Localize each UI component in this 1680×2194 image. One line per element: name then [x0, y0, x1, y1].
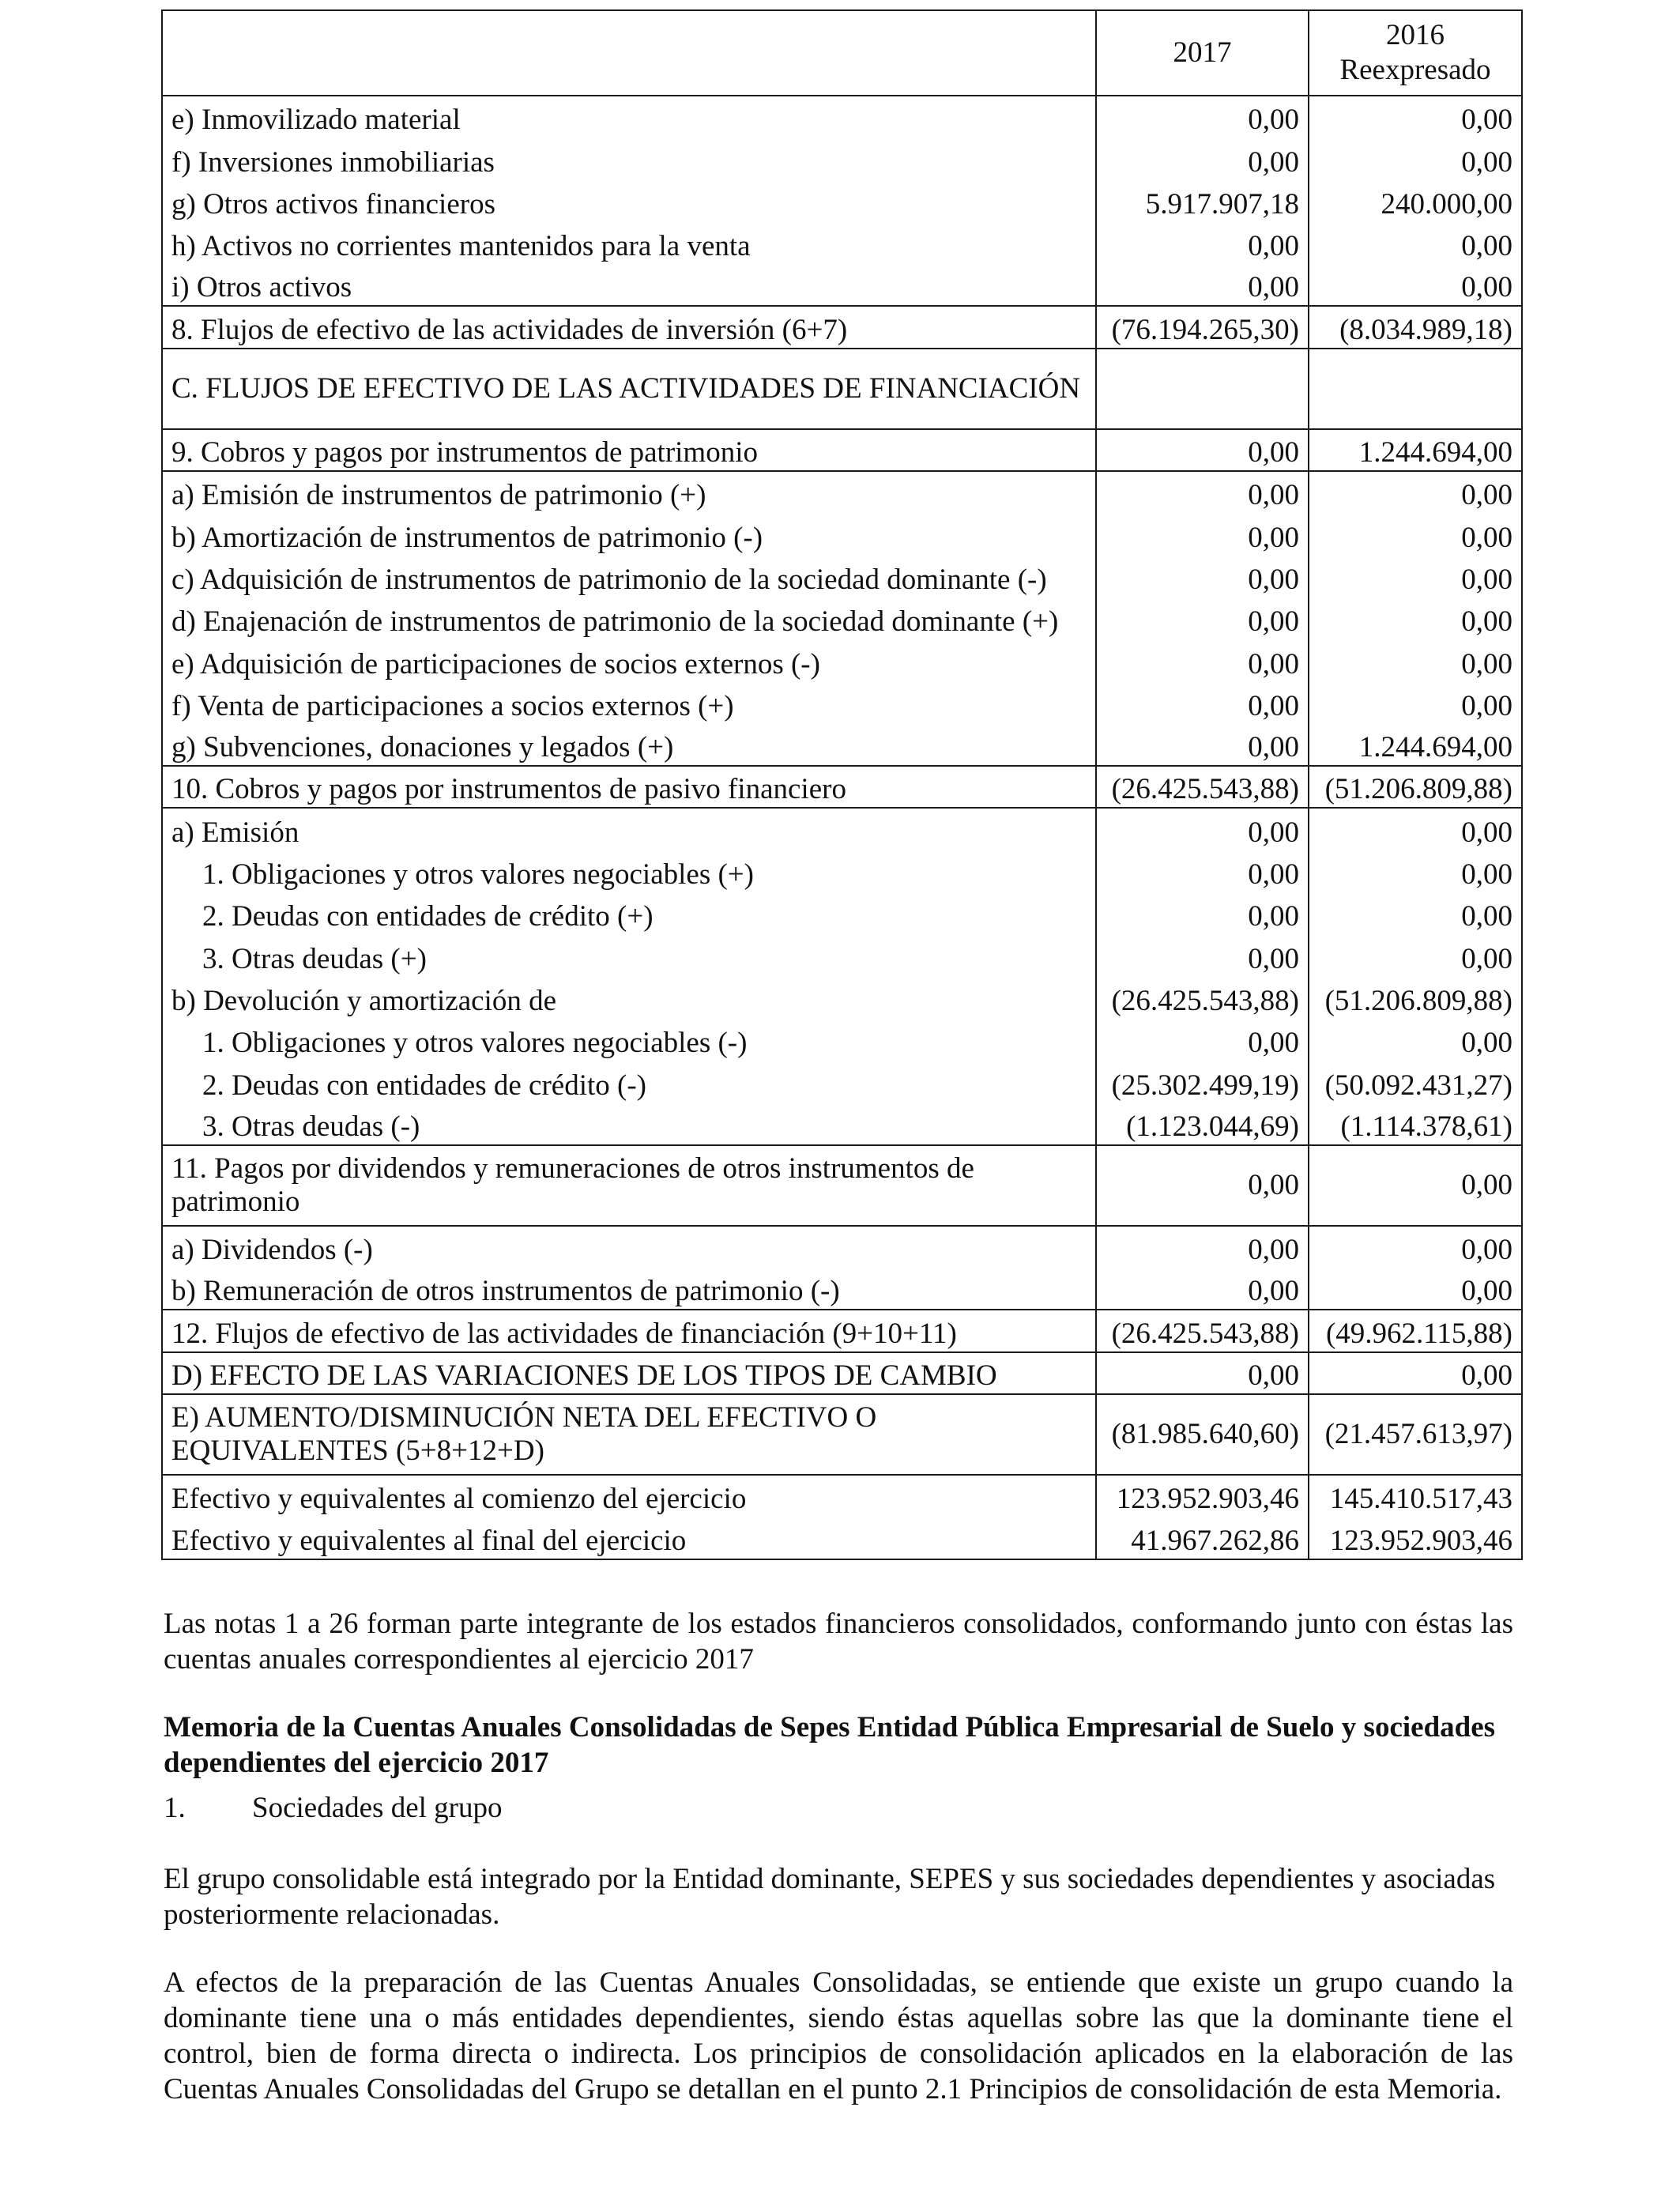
row-label: g) Subvenciones, donaciones y legados (+) [162, 724, 1096, 766]
row-label: a) Emisión de instrumentos de patrimonio (+) [162, 471, 1096, 513]
value-2016: 0,00 [1309, 471, 1522, 513]
row-label: a) Emisión [162, 808, 1096, 850]
value-2016: (49.962.115,88) [1309, 1310, 1522, 1351]
value-2016: 0,00 [1309, 639, 1522, 681]
value-2016: 0,00 [1309, 1145, 1522, 1226]
table-row [162, 977, 1522, 1019]
value-2016: 145.410.517,43 [1309, 1475, 1522, 1517]
table-row [162, 96, 1522, 138]
table-row [162, 471, 1522, 513]
value-2016: 0,00 [1309, 556, 1522, 598]
value-2017: 0,00 [1096, 724, 1309, 766]
value-2017: 0,00 [1096, 892, 1309, 934]
row-label: a) Dividendos (-) [162, 1226, 1096, 1268]
value-2017: (25.302.499,19) [1096, 1061, 1309, 1103]
value-2017: (26.425.543,88) [1096, 977, 1309, 1019]
value-2016: 0,00 [1309, 1019, 1522, 1061]
table-row [162, 682, 1522, 724]
table-row [162, 1475, 1522, 1517]
value-2017: 0,00 [1096, 1352, 1309, 1394]
consolidation-paragraph: A efectos de la preparación de las Cuentas Anuales Consolidadas, se entiende que existe un grupo cuando la dominante tiene una o más entidades dependientes, siendo éstas aquellas sobre las que la dominante tiene el control, bien de forma directa o indirecta. Los principios de consolidación aplicados en la elaboración de las Cuentas Anuales Consolidadas del Grupo se detallan en el punto 2.1 Principios de consolidación de esta Memoria. [164, 1966, 1513, 2105]
table-row [162, 306, 1522, 348]
table-row [162, 724, 1522, 766]
row-label: f) Inversiones inmobiliarias [162, 138, 1096, 179]
value-2017: (81.985.640,60) [1096, 1394, 1309, 1475]
row-label: 8. Flujos de efectivo de las actividades de inversión (6+7) [162, 306, 1096, 348]
row-label: 1. Obligaciones y otros valores negociables (+) [162, 850, 1096, 892]
table-row [162, 264, 1522, 306]
table-row [162, 1310, 1522, 1351]
value-2017: 0,00 [1096, 513, 1309, 555]
value-2017: (26.425.543,88) [1096, 766, 1309, 808]
header-2017: 2017 [1096, 10, 1309, 96]
row-label: e) Adquisición de participaciones de socios externos (-) [162, 639, 1096, 681]
value-2016: (50.092.431,27) [1309, 1061, 1522, 1103]
table-row [162, 598, 1522, 639]
value-2017: 0,00 [1096, 808, 1309, 850]
row-label: 3. Otras deudas (-) [162, 1103, 1096, 1145]
value-2017: (76.194.265,30) [1096, 306, 1309, 348]
value-2016: 0,00 [1309, 808, 1522, 850]
value-2017: 41.967.262,86 [1096, 1517, 1309, 1559]
value-2017: 0,00 [1096, 96, 1309, 138]
table-row [162, 808, 1522, 850]
table-row [162, 429, 1522, 471]
value-2017: 0,00 [1096, 1019, 1309, 1061]
value-2016: 0,00 [1309, 1226, 1522, 1268]
row-label: i) Otros activos [162, 264, 1096, 306]
table-header-row [162, 10, 1522, 96]
table-row [162, 850, 1522, 892]
table-row [162, 1103, 1522, 1145]
value-2016: 0,00 [1309, 222, 1522, 264]
row-label: Efectivo y equivalentes al final del ejercicio [162, 1517, 1096, 1559]
value-2017: 5.917.907,18 [1096, 180, 1309, 222]
table-row [162, 934, 1522, 976]
value-2017: 123.952.903,46 [1096, 1475, 1309, 1517]
value-2017: 0,00 [1096, 138, 1309, 179]
value-2016: (51.206.809,88) [1309, 977, 1522, 1019]
table-row [162, 556, 1522, 598]
row-label: 12. Flujos de efectivo de las actividades de financiación (9+10+11) [162, 1310, 1096, 1351]
value-2016: 0,00 [1309, 513, 1522, 555]
table-row [162, 222, 1522, 264]
header-2016-year: 2016 [1386, 19, 1445, 51]
table-row [162, 138, 1522, 179]
value-2016: 0,00 [1309, 934, 1522, 976]
row-label: h) Activos no corrientes mantenidos para la venta [162, 222, 1096, 264]
value-2017: (1.123.044,69) [1096, 1103, 1309, 1145]
table-row [162, 1226, 1522, 1268]
row-label: e) Inmovilizado material [162, 96, 1096, 138]
row-label: b) Amortización de instrumentos de patrimonio (-) [162, 513, 1096, 555]
value-2017: 0,00 [1096, 850, 1309, 892]
row-label: g) Otros activos financieros [162, 180, 1096, 222]
value-2016: (51.206.809,88) [1309, 766, 1522, 808]
table-row [162, 1268, 1522, 1310]
notes-paragraph: Las notas 1 a 26 forman parte integrante de los estados financieros consolidados, conformando junto con éstas las cuentas anuales correspondientes al ejercicio 2017 [164, 1608, 1513, 1676]
value-2016 [1309, 349, 1522, 429]
row-label: 11. Pagos por dividendos y remuneraciones de otros instrumentos de patrimonio [162, 1145, 1096, 1226]
value-2017: 0,00 [1096, 1145, 1309, 1226]
value-2016: (8.034.989,18) [1309, 306, 1522, 348]
value-2017: 0,00 [1096, 639, 1309, 681]
value-2016: 0,00 [1309, 138, 1522, 179]
value-2016: 123.952.903,46 [1309, 1517, 1522, 1559]
table-row [162, 1061, 1522, 1103]
header-2016-note: Reexpresado [1339, 54, 1491, 86]
table-row [162, 1352, 1522, 1394]
row-label: C. FLUJOS DE EFECTIVO DE LAS ACTIVIDADES DE FINANCIACIÓN [162, 349, 1096, 429]
table-row [162, 513, 1522, 555]
value-2017: 0,00 [1096, 598, 1309, 639]
row-label: E) AUMENTO/DISMINUCIÓN NETA DEL EFECTIVO O EQUIVALENTES (5+8+12+D) [162, 1394, 1096, 1475]
row-label: f) Venta de participaciones a socios externos (+) [162, 682, 1096, 724]
row-label: D) EFECTO DE LAS VARIACIONES DE LOS TIPOS DE CAMBIO [162, 1352, 1096, 1394]
row-label: 2. Deudas con entidades de crédito (-) [162, 1061, 1096, 1103]
value-2016: 0,00 [1309, 1352, 1522, 1394]
section-heading [164, 1790, 1349, 1826]
value-2017: 0,00 [1096, 264, 1309, 306]
row-label: c) Adquisición de instrumentos de patrimonio de la sociedad dominante (-) [162, 556, 1096, 598]
section-number: 1. [164, 1792, 186, 1824]
table-row [162, 1145, 1522, 1226]
table-row [162, 639, 1522, 681]
value-2016: 0,00 [1309, 892, 1522, 934]
value-2016: (1.114.378,61) [1309, 1103, 1522, 1145]
value-2016: (21.457.613,97) [1309, 1394, 1522, 1475]
value-2017: 0,00 [1096, 429, 1309, 471]
row-label: Efectivo y equivalentes al comienzo del ejercicio [162, 1475, 1096, 1517]
value-2017: 0,00 [1096, 934, 1309, 976]
value-2017: 0,00 [1096, 222, 1309, 264]
value-2017: 0,00 [1096, 1226, 1309, 1268]
table-row [162, 349, 1522, 429]
row-label: b) Devolución y amortización de [162, 977, 1096, 1019]
section-title: Sociedades del grupo [252, 1792, 503, 1824]
table-row [162, 1394, 1522, 1475]
value-2017 [1096, 349, 1309, 429]
memoria-title: Memoria de la Cuentas Anuales Consolidadas de Sepes Entidad Pública Empresarial de Suelo y sociedades dependientes del ejercicio 2017 [164, 1711, 1496, 1779]
value-2017: 0,00 [1096, 471, 1309, 513]
table-row [162, 180, 1522, 222]
value-2017: 0,00 [1096, 1268, 1309, 1310]
value-2016: 0,00 [1309, 96, 1522, 138]
table-row [162, 892, 1522, 934]
row-label: d) Enajenación de instrumentos de patrimonio de la sociedad dominante (+) [162, 598, 1096, 639]
value-2016: 240.000,00 [1309, 180, 1522, 222]
value-2016: 0,00 [1309, 682, 1522, 724]
value-2016: 1.244.694,00 [1309, 429, 1522, 471]
group-paragraph: El grupo consolidable está integrado por la Entidad dominante, SEPES y sus sociedades dependientes y asociadas posteriormente relacionadas. [164, 1863, 1496, 1931]
value-2017: 0,00 [1096, 556, 1309, 598]
table-row [162, 1019, 1522, 1061]
value-2017: (26.425.543,88) [1096, 1310, 1309, 1351]
table-row [162, 1517, 1522, 1559]
header-2016 [1309, 10, 1522, 96]
row-label: 2. Deudas con entidades de crédito (+) [162, 892, 1096, 934]
value-2016: 1.244.694,00 [1309, 724, 1522, 766]
value-2016: 0,00 [1309, 1268, 1522, 1310]
row-label: 3. Otras deudas (+) [162, 934, 1096, 976]
row-label: b) Remuneración de otros instrumentos de patrimonio (-) [162, 1268, 1096, 1310]
header-blank-cell [162, 10, 1096, 96]
value-2016: 0,00 [1309, 598, 1522, 639]
value-2016: 0,00 [1309, 850, 1522, 892]
table-row [162, 766, 1522, 808]
row-label: 1. Obligaciones y otros valores negociables (-) [162, 1019, 1096, 1061]
value-2016: 0,00 [1309, 264, 1522, 306]
row-label: 10. Cobros y pagos por instrumentos de pasivo financiero [162, 766, 1096, 808]
row-label: 9. Cobros y pagos por instrumentos de patrimonio [162, 429, 1096, 471]
value-2017: 0,00 [1096, 682, 1309, 724]
cash-flow-table [161, 9, 1523, 1560]
